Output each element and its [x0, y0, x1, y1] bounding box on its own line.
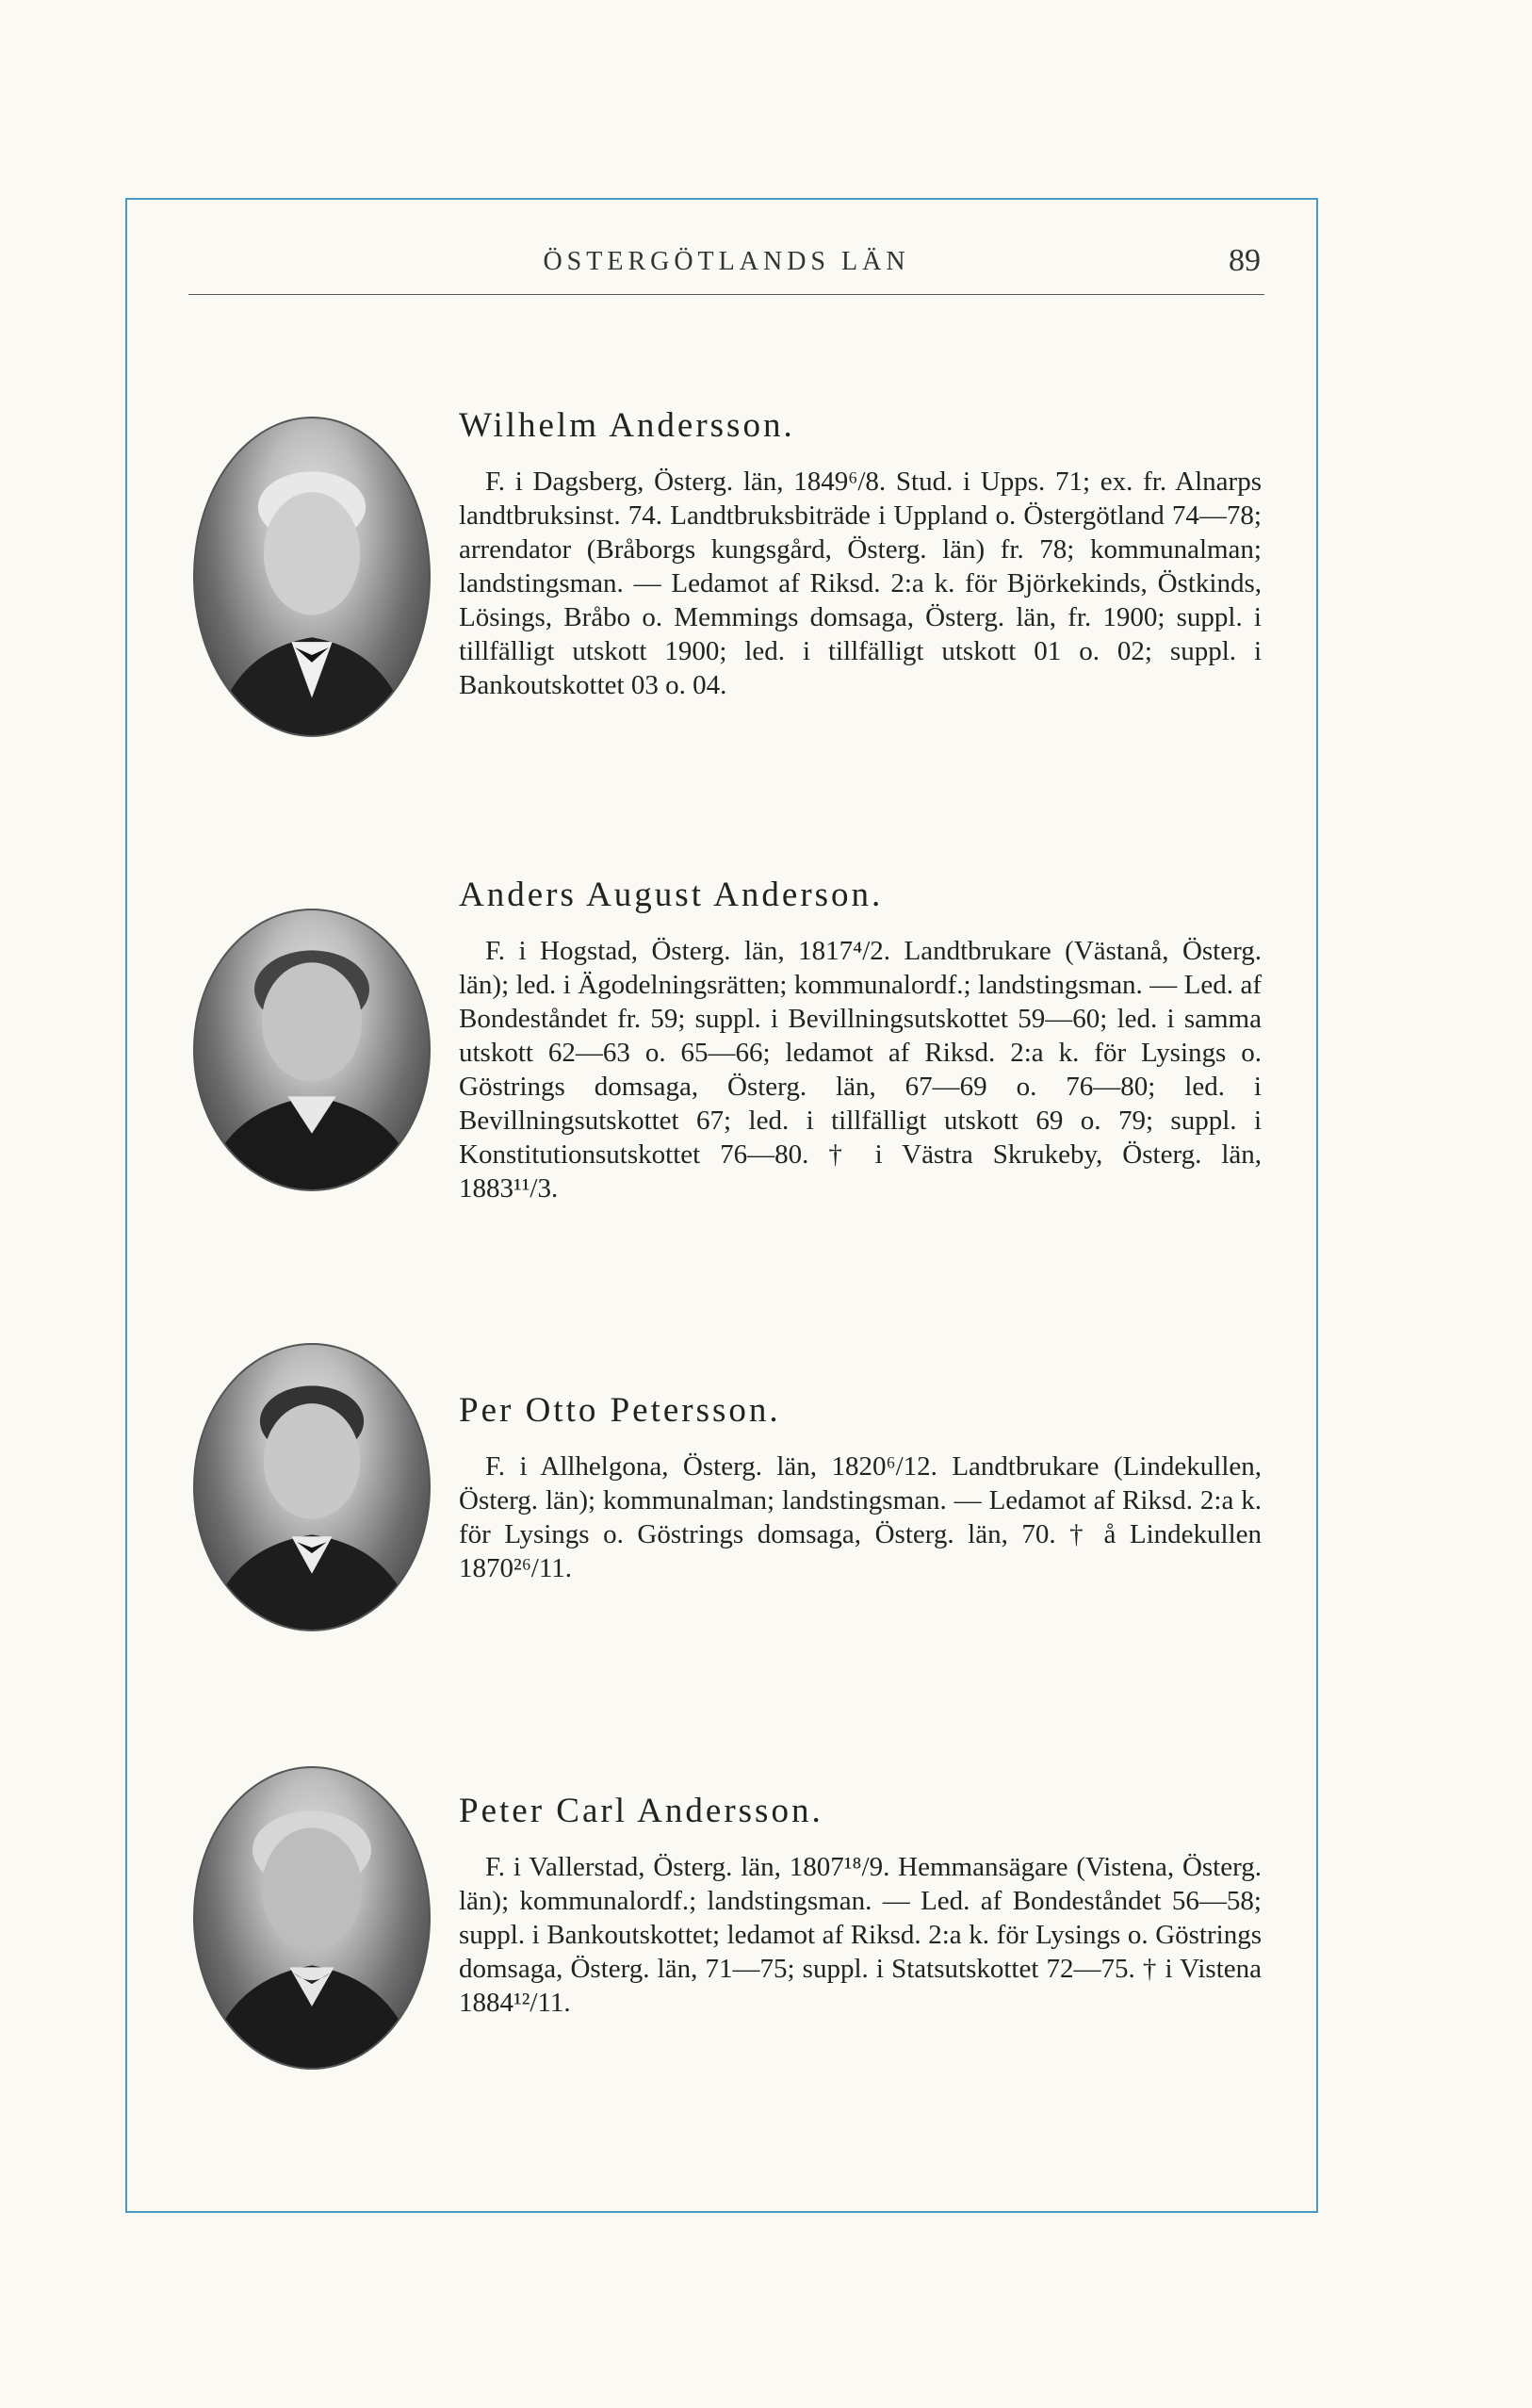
- person-name: Anders August Anderson.: [459, 876, 884, 914]
- person-name: Wilhelm Andersson.: [459, 406, 795, 445]
- portrait-photo: [193, 1766, 431, 2070]
- portrait-photo: [193, 1343, 431, 1631]
- person-biography: F. i Hogstad, Österg. län, 1817⁴/2. Landtbrukare (Västanå, Österg. län); led. i Ägodelningsrätten; kommunalordf.; landstingsman. — Led. af Bondeståndet fr. 59; suppl. i Bevillningsutskottet 59—60; led. i samma utskott 62—63 o. 65—66; ledamot af Riksd. 2:a k. för Lysings o. Göstrings domsaga, Österg. län, 67—69 o. 76—80; led. i Bevillningsutskottet 67; led. i tillfälligt utskott 69 o. 79; suppl. i Konstitutionsutskottet 76—80. † i Västra Skrukeby, Österg. län, 1883¹¹/3.: [459, 936, 1262, 1204]
- portrait-photo: [193, 417, 431, 737]
- person-biography: F. i Vallerstad, Österg. län, 1807¹⁸/9. Hemmansägare (Vistena, Österg. län); kommunalordf.; landstingsman. — Led. af Bondeståndet 56—58; suppl. i Bankoutskottet; ledamot af Riksd. 2:a k. för Lysings o. Göstrings domsaga, Österg. län, 71—75; suppl. i Statsutskottet 72—75. † i Vistena 1884¹²/11.: [459, 1852, 1262, 2018]
- person-name: Peter Carl Andersson.: [459, 1792, 823, 1830]
- entry-text: [459, 405, 1262, 702]
- running-head: [188, 243, 1264, 295]
- entry-text: [459, 875, 1262, 1205]
- entry-text: [459, 1791, 1262, 2020]
- person-name: Per Otto Petersson.: [459, 1391, 781, 1430]
- person-biography: F. i Allhelgona, Österg. län, 1820⁶/12. Landtbrukare (Lindekullen, Österg. län); kommunalman; landstingsman. — Ledamot af Riksd. 2:a k. för Lysings o. Göstrings domsaga, Österg. län, 70. † å Lindekullen 1870²⁶/11.: [459, 1451, 1262, 1583]
- entry-text: [459, 1390, 1262, 1585]
- person-biography: F. i Dagsberg, Österg. län, 1849⁶/8. Stud. i Upps. 71; ex. fr. Alnarps landtbruksinst. 74. Landtbruksbiträde i Uppland o. Östergötland 74—78; arrendator (Bråborgs kungsgård, Österg. län) fr. 78; kommunalman; landstingsman. — Ledamot af Riksd. 2:a k. för Björkekinds, Östkinds, Lösings, Bråbo o. Memmings domsaga, Österg. län, fr. 1900; suppl. i tillfälligt utskott 1900; led. i tillfälligt utskott 01 o. 02; suppl. i Bankoutskottet 03 o. 04.: [459, 467, 1262, 700]
- portrait-photo: [193, 909, 431, 1191]
- running-head-title: ÖSTERGÖTLANDS LÄN: [543, 247, 910, 276]
- page-number: 89: [1229, 243, 1261, 278]
